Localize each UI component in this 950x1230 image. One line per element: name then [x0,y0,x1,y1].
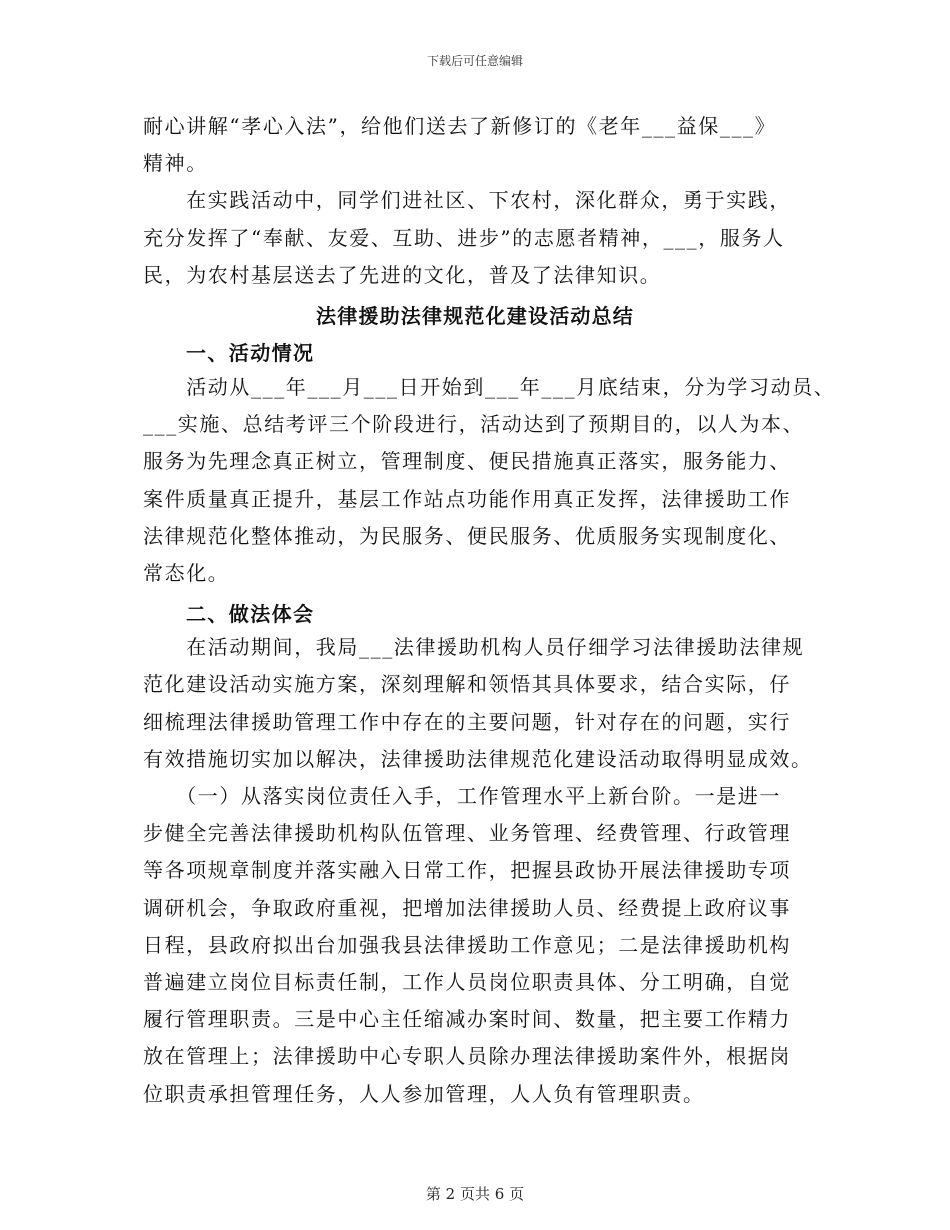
section-heading-activity: 一、活动情况 [186,341,315,365]
text-line: 有效措施切实加以解决，法律援助法律规范化建设活动取得明显成效。 [143,747,813,771]
page-number: 第 2 页共 6 页 [425,1185,525,1203]
text-line: 位职责承担管理任务，人人参加管理，人人负有管理职责。 [143,1082,705,1106]
text-line: 履行管理职责。三是中心主任缩减办案时间、数量，把主要工作精力 [143,1007,791,1031]
text-line: 日程，县政府拟出台加强我县法律援助工作意见；二是法律援助机构 [143,933,791,957]
text-line: 充分发挥了“奉献、友爱、互助、进步”的志愿者精神，___，服务人 [143,226,785,250]
text-line: 放在管理上；法律援助中心专职人员除办理法律援助案件外，根据岗 [143,1044,791,1068]
page-header-note: 下载后可任意编辑 [426,54,523,68]
text-line: 精神。 [143,151,208,175]
document-title: 法律援助法律规范化建设活动总结 [316,304,634,328]
text-line: 法律规范化整体推动，为民服务、便民服务、优质服务实现制度化、 [143,524,791,548]
text-line: 活动从___年___月___日开始到___年___月底结束，分为学习动员、 [143,375,836,399]
text-line: 等各项规章制度并落实融入日常工作，把握县政协开展法律援助专项 [143,858,791,882]
text-line: 步健全完善法律援助机构队伍管理、业务管理、经费管理、行政管理 [143,821,791,845]
text-line: 在活动期间，我局___法律援助机构人员仔细学习法律援助法律规 [143,635,805,659]
text-line: 普遍建立岗位目标责任制，工作人员岗位职责具体、分工明确，自觉 [143,970,791,994]
text-line: 耐心讲解“孝心入法”，给他们送去了新修订的《老年___益保___》 [143,114,777,138]
text-line: 民，为农村基层送去了先进的文化，普及了法律知识。 [143,263,662,287]
text-line: 范化建设活动实施方案，深刻理解和领悟其具体要求，结合实际，仔 [143,672,791,696]
text-line: 调研机会，争取政府重视，把增加法律援助人员、经费提上政府议事 [143,896,791,920]
text-line: （一）从落实岗位责任入手，工作管理水平上新台阶。一是进一 [143,784,781,808]
section-heading-practice: 二、做法体会 [186,602,315,626]
text-line: ___实施、总结考评三个阶段进行，活动达到了预期目的，以人为本、 [143,412,805,436]
text-line: 常态化。 [143,561,230,585]
text-line: 在实践活动中，同学们进社区、下农村，深化群众，勇于实践， [143,188,791,212]
text-line: 服务为先理念真正树立，管理制度、便民措施真正落实，服务能力、 [143,449,791,473]
text-line: 细梳理法律援助管理工作中存在的主要问题，针对存在的问题，实行 [143,710,791,734]
text-line: 案件质量真正提升，基层工作站点功能作用真正发挥，法律援助工作 [143,487,791,511]
